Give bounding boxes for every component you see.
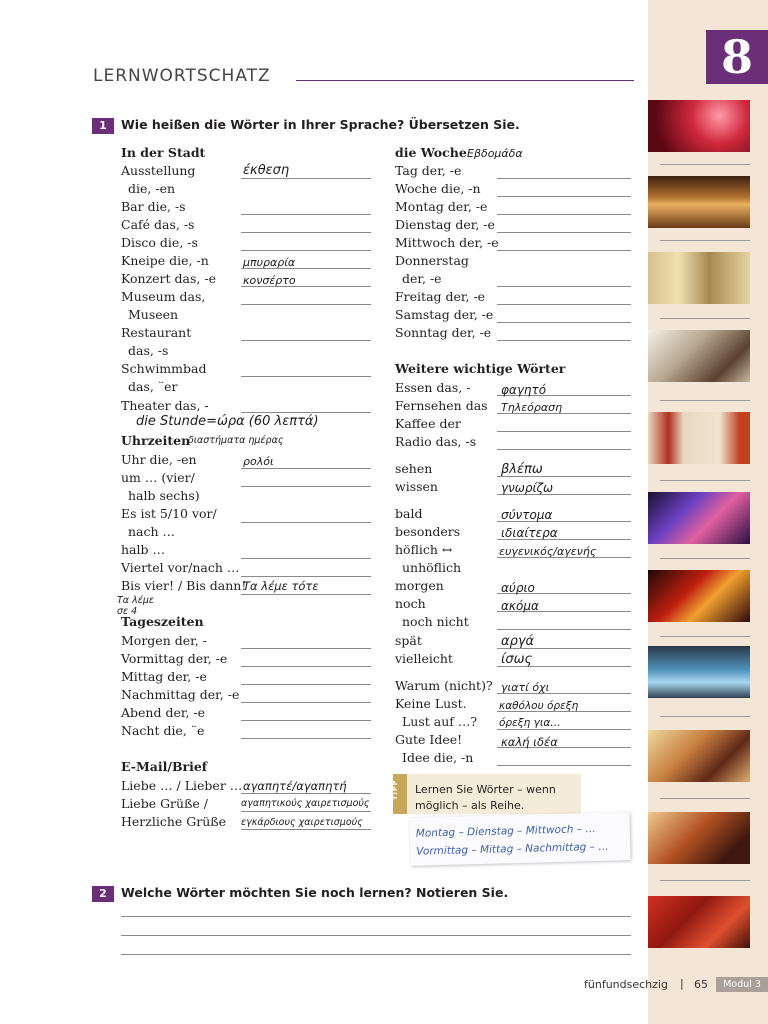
answer-line[interactable]: [241, 648, 371, 649]
answer-line[interactable]: [241, 522, 371, 523]
photo-gallery: [648, 412, 750, 464]
word: Es ist 5/10 vor/: [121, 506, 217, 521]
word: das, -s: [128, 343, 169, 358]
heading-uhrzeiten: Uhrzeiten: [121, 433, 191, 448]
handwritten-answer: εγκάρδιους χαιρετισμούς: [241, 817, 363, 828]
word: Dienstag der, -e: [395, 217, 495, 232]
word: Freitag der, -e: [395, 289, 486, 304]
answer-line[interactable]: [497, 286, 631, 287]
word: Morgen der, -: [121, 633, 207, 648]
word: höflich ↔: [395, 542, 453, 557]
answer-line[interactable]: [497, 304, 631, 305]
tipp-text: möglich – als Reihe.: [415, 799, 525, 812]
heading-email-brief: E-Mail/Brief: [121, 759, 208, 774]
handwritten-answer: όρεξη για…: [499, 717, 561, 729]
page-title: LERNWORTSCHATZ: [93, 66, 271, 86]
word: noch: [395, 596, 426, 611]
answer-line[interactable]: [241, 340, 371, 341]
answer-line[interactable]: [497, 449, 631, 450]
answer-line[interactable]: [241, 594, 371, 595]
photo-theater: [648, 176, 750, 228]
answer-line[interactable]: [241, 829, 371, 830]
handwritten-answer: ιδιαίτερα: [501, 526, 558, 540]
photo-restaurant: [648, 730, 750, 782]
word: wissen: [395, 479, 438, 494]
photo-museum: [648, 252, 750, 304]
handwritten-note: διαστήματα ημέρας: [188, 435, 284, 446]
answer-line[interactable]: [241, 376, 371, 377]
answer-line[interactable]: [497, 232, 631, 233]
word: Museen: [128, 307, 179, 322]
tipp-text: Lernen Sie Wörter – wenn: [415, 783, 556, 796]
word: Restaurant: [121, 325, 192, 340]
handwritten-note: Τα λέμε: [117, 595, 155, 606]
photo-disco: [648, 492, 750, 544]
word: nach …: [128, 524, 176, 539]
photo-bar: [648, 812, 750, 864]
chapter-badge: [706, 30, 768, 84]
tipp-note-line: Montag – Dienstag – Mittwoch – …: [415, 823, 597, 840]
handwritten-answer: αύριο: [501, 581, 535, 595]
notes-line[interactable]: [121, 916, 631, 917]
word: halb sechs): [128, 488, 200, 503]
handwritten-note: σε 4: [117, 606, 138, 617]
answer-line[interactable]: [497, 340, 631, 341]
word: Theater das, -: [121, 398, 209, 413]
photo-cafe: [648, 330, 750, 382]
footer-separator: |: [680, 977, 684, 990]
photo-concert: [648, 570, 750, 622]
answer-line[interactable]: [497, 196, 631, 197]
word: spät: [395, 633, 422, 648]
answer-line[interactable]: [497, 765, 631, 766]
word: Montag der, -e: [395, 199, 488, 214]
word: noch nicht: [402, 614, 469, 629]
task1-number: 1: [92, 118, 114, 134]
heading-in-der-stadt: In der Stadt: [121, 145, 206, 160]
word: morgen: [395, 578, 444, 593]
title-rule: [296, 80, 634, 81]
word: Bar die, -s: [121, 199, 186, 214]
answer-line[interactable]: [241, 738, 371, 739]
tipp-note-line: Vormittag – Mittag – Nachmittag – …: [416, 840, 609, 858]
answer-line[interactable]: [241, 232, 371, 233]
answer-line[interactable]: [497, 629, 631, 630]
answer-line[interactable]: [497, 178, 631, 179]
word: Nachmittag der, -e: [121, 687, 240, 702]
word: Bis vier! / Bis dann!: [121, 578, 247, 593]
tipp-note-card: [409, 812, 630, 866]
photo-bar-interior: [648, 896, 750, 948]
tipp-label: TIPP: [391, 779, 399, 800]
answer-line[interactable]: [497, 322, 631, 323]
answer-line[interactable]: [497, 729, 631, 730]
word: Woche die, -n: [395, 181, 481, 196]
handwritten-answer: ευγενικός/αγενής: [499, 545, 597, 558]
word: Liebe Grüße /: [121, 796, 209, 811]
handwritten-note: die Stunde=ώρα (60 λεπτά): [136, 414, 319, 429]
word: der, -e: [402, 271, 442, 286]
photo-swimming-pool: [648, 646, 750, 698]
answer-line[interactable]: [241, 468, 371, 469]
answer-line[interactable]: [241, 214, 371, 215]
word: Lust auf …?: [402, 714, 478, 729]
notes-line[interactable]: [121, 954, 631, 955]
answer-line[interactable]: [241, 178, 371, 179]
heading-die-woche: die Woche: [395, 145, 467, 160]
answer-line[interactable]: [497, 250, 631, 251]
word: Herzliche Grüße: [121, 814, 227, 829]
chapter-number: 8: [720, 30, 753, 84]
word: Disco die, -s: [121, 235, 198, 250]
word: besonders: [395, 524, 461, 539]
word: Kneipe die, -n: [121, 253, 209, 268]
answer-line[interactable]: [241, 811, 371, 812]
task2-number: 2: [92, 886, 114, 902]
word: Keine Lust.: [395, 696, 467, 711]
answer-line[interactable]: [241, 684, 371, 685]
word: Idee die, -n: [402, 750, 474, 765]
photo-cinema: [648, 100, 750, 152]
handwritten-answer: καλή ιδέα: [501, 735, 558, 749]
handwritten-answer: Τα λέμε τότε: [243, 579, 319, 593]
word: unhöflich: [402, 560, 462, 575]
word: Viertel vor/nach …: [121, 560, 240, 575]
handwritten-answer: γνωρίζω: [501, 481, 554, 495]
word: Donnerstag: [395, 253, 469, 268]
word: halb …: [121, 542, 165, 557]
handwritten-answer: κονσέρτο: [243, 274, 296, 287]
handwritten-answer: αγαπητικούς χαιρετισμούς: [241, 798, 370, 809]
word: Mittag der, -e: [121, 669, 207, 684]
handwritten-answer: αγαπητέ/αγαπητή: [243, 779, 347, 793]
handwritten-answer: Τηλεόραση: [501, 401, 563, 414]
word: Warum (nicht)?: [395, 678, 493, 693]
answer-line[interactable]: [241, 486, 371, 487]
word: Gute Idee!: [395, 732, 463, 747]
handwritten-answer: αργά: [501, 634, 535, 649]
notes-line[interactable]: [121, 935, 631, 936]
word: das, ¨er: [128, 379, 178, 394]
handwritten-answer: σύντομα: [501, 508, 553, 522]
answer-line[interactable]: [241, 702, 371, 703]
answer-line[interactable]: [241, 576, 371, 577]
word: Vormittag der, -e: [121, 651, 228, 666]
handwritten-note: Εβδομάδα: [467, 147, 523, 160]
task1-instruction: Wie heißen die Wörter in Ihrer Sprache? Übersetzen Sie.: [121, 117, 520, 132]
answer-line[interactable]: [241, 666, 371, 667]
answer-line[interactable]: [241, 720, 371, 721]
word: Radio das, -s: [395, 434, 477, 449]
answer-line[interactable]: [241, 250, 371, 251]
answer-line[interactable]: [241, 793, 371, 794]
word: die, -en: [128, 181, 176, 196]
word: sehen: [395, 461, 433, 476]
handwritten-answer: έκθεση: [243, 163, 290, 178]
answer-line[interactable]: [241, 558, 371, 559]
word: Museum das,: [121, 289, 206, 304]
heading-tageszeiten: Tageszeiten: [121, 614, 204, 629]
handwritten-answer: ρολόι: [243, 455, 274, 468]
footer-module-badge: Modul 3: [716, 977, 768, 992]
word: um … (vier/: [121, 470, 195, 485]
word: Nacht die, ¨e: [121, 723, 205, 738]
answer-line[interactable]: [241, 412, 371, 413]
word: Ausstellung: [121, 163, 196, 178]
footer-page-word: fünfundsechzig: [584, 978, 668, 991]
handwritten-answer: βλέπω: [501, 462, 543, 477]
answer-line[interactable]: [497, 431, 631, 432]
word: Liebe … / Lieber …: [121, 778, 243, 793]
handwritten-answer: φαγητό: [501, 383, 547, 397]
word: Kaffee der: [395, 416, 461, 431]
word: Essen das, -: [395, 380, 471, 395]
handwritten-answer: καθόλου όρεξη: [499, 700, 579, 712]
word: Schwimmbad: [121, 361, 207, 376]
task2-instruction: Welche Wörter möchten Sie noch lernen? Notieren Sie.: [121, 885, 509, 900]
footer-page-number: 65: [694, 978, 708, 991]
word: vielleicht: [395, 651, 453, 666]
word: bald: [395, 506, 423, 521]
word: Uhr die, -en: [121, 452, 197, 467]
heading-weitere-woerter: Weitere wichtige Wörter: [395, 361, 566, 376]
handwritten-answer: ακόμα: [501, 599, 539, 613]
word: Samstag der, -e: [395, 307, 494, 322]
word: Café das, -s: [121, 217, 195, 232]
handwritten-answer: ίσως: [501, 652, 533, 667]
word: Mittwoch der, -e: [395, 235, 499, 250]
handwritten-answer: γιατί όχι: [501, 681, 550, 694]
word: Tag der, -e: [395, 163, 462, 178]
answer-line[interactable]: [497, 214, 631, 215]
word: Abend der, -e: [121, 705, 206, 720]
word: Sonntag der, -e: [395, 325, 492, 340]
answer-line[interactable]: [241, 304, 371, 305]
word: Fernsehen das: [395, 398, 488, 413]
handwritten-answer: μπυραρία: [243, 256, 296, 269]
word: Konzert das, -e: [121, 271, 216, 286]
